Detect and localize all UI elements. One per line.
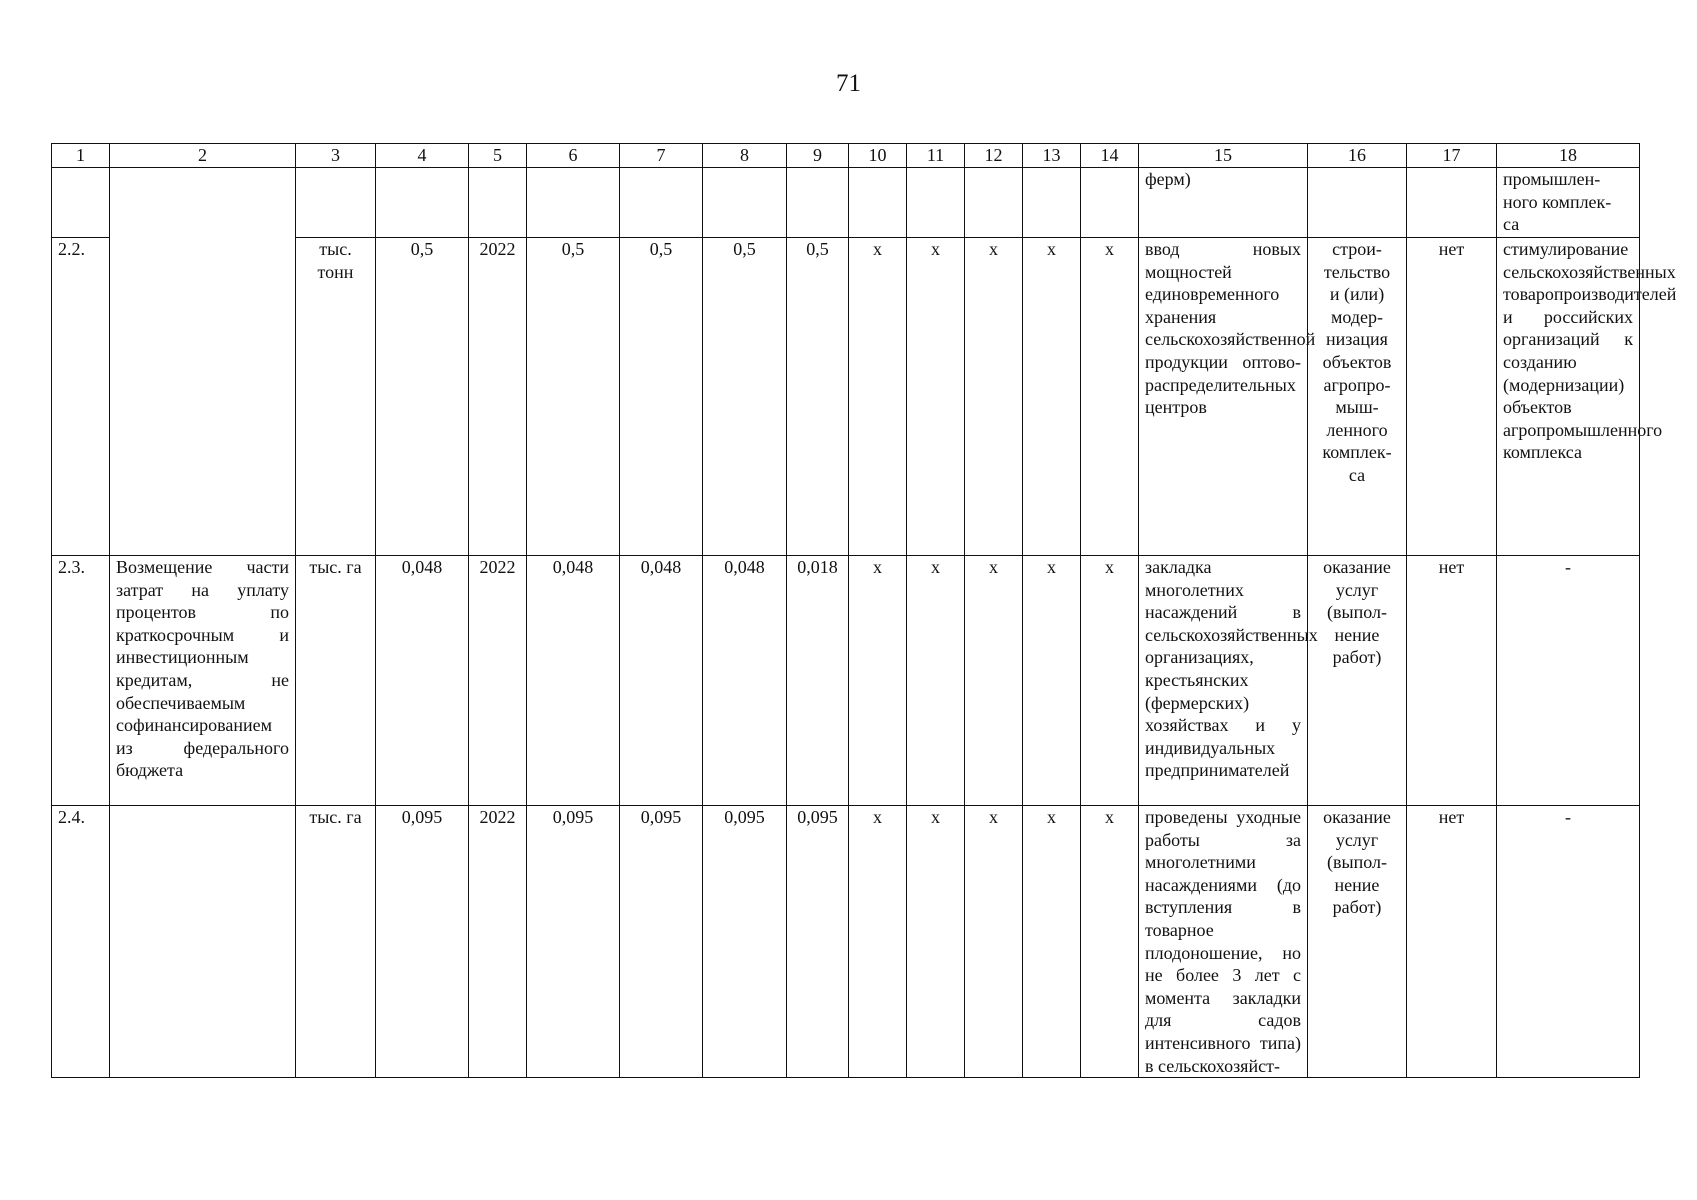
col-header-9: 9 [787,144,849,168]
data-table [51,143,1677,1078]
goal-cell: стимулирование сельскохозяйственных товаропроизводителей и российских организаций к созданию (модернизации) объектов агропромышленного комплекса [1497,238,1640,556]
row-number: 2.2. [52,238,110,556]
mark-cell: х [907,556,965,806]
mark-cell: х [965,556,1023,806]
mark-cell: х [1081,806,1139,1078]
unit-cell: тыс. тонн [296,238,376,556]
merged-cell-top [110,168,296,556]
col-header-18: 18 [1497,144,1640,168]
value-cell: 0,095 [620,806,703,1078]
col-header-3: 3 [296,144,376,168]
col-header-17: 17 [1407,144,1497,168]
description-cell: Возмещение части затрат на уплату процентов по краткосрочным и инвестиционным кредитам, не обеспечиваемым софинансированием из федерального бюджета [110,556,296,806]
row-number: 2.4. [52,806,110,1078]
table-row [52,806,1640,1078]
flag-cell: нет [1407,806,1497,1078]
type-cell: строи- тельство и (или) модер- низация объектов агропро- мыш- ленного комплек- са [1308,238,1407,556]
value-cell: 0,095 [376,806,469,1078]
value-cell: 0,095 [703,806,787,1078]
value-cell: 0,048 [703,556,787,806]
mark-cell: х [849,238,907,556]
year-cell: 2022 [469,238,527,556]
value-cell: 0,048 [620,556,703,806]
col-header-12: 12 [965,144,1023,168]
col-header-1: 1 [52,144,110,168]
continuation-row [52,168,1640,238]
value-cell: 0,018 [787,556,849,806]
col-header-4: 4 [376,144,469,168]
value-cell: 0,048 [527,556,620,806]
col-header-14: 14 [1081,144,1139,168]
mark-cell: х [1023,806,1081,1078]
column-number-row [52,144,1640,168]
result-cell: проведены уходные работы за многолетними насаждениями (до вступления в товарное плодоношение, но не более 3 лет с момента закладки для садов интенсивного типа) в сельскохозяйст- [1139,806,1308,1078]
col-header-6: 6 [527,144,620,168]
col-header-13: 13 [1023,144,1081,168]
mark-cell: х [1081,238,1139,556]
type-cell: оказание услуг (выпол- нение работ) [1308,556,1407,806]
cont-goal: промышлен- ного комплек- са [1497,168,1640,238]
flag-cell: нет [1407,238,1497,556]
col-header-10: 10 [849,144,907,168]
value-cell: 0,5 [527,238,620,556]
year-cell: 2022 [469,806,527,1078]
col-header-7: 7 [620,144,703,168]
merged-cell-bottom [110,806,296,1078]
col-header-15: 15 [1139,144,1308,168]
page-number: 71 [836,70,861,97]
col-header-5: 5 [469,144,527,168]
value-cell: 0,5 [787,238,849,556]
value-cell: 0,5 [620,238,703,556]
col-header-8: 8 [703,144,787,168]
type-cell: оказание услуг (выпол- нение работ) [1308,806,1407,1078]
col-header-16: 16 [1308,144,1407,168]
value-cell: 0,5 [376,238,469,556]
col-header-11: 11 [907,144,965,168]
col-header-2: 2 [110,144,296,168]
unit-cell: тыс. га [296,806,376,1078]
value-cell: 0,095 [527,806,620,1078]
mark-cell: х [965,238,1023,556]
year-cell: 2022 [469,556,527,806]
value-cell: 0,048 [376,556,469,806]
mark-cell: х [907,806,965,1078]
mark-cell: х [1023,238,1081,556]
mark-cell: х [849,556,907,806]
mark-cell: х [907,238,965,556]
value-cell: 0,5 [703,238,787,556]
table-row [52,556,1640,806]
row-number: 2.3. [52,556,110,806]
cont-result: ферм) [1139,168,1308,238]
result-cell: закладка многолетних насаждений в сельскохозяйственных организациях, крестьянских (фермерских) хозяйствах и у индивидуальных предпринимателей [1139,556,1308,806]
goal-cell: - [1497,806,1640,1078]
goal-cell: - [1497,556,1640,806]
result-cell: ввод новых мощностей единовременного хранения сельскохозяйственной продукции оптово-распределительных центров [1139,238,1308,556]
mark-cell: х [1023,556,1081,806]
value-cell: 0,095 [787,806,849,1078]
mark-cell: х [1081,556,1139,806]
unit-cell: тыс. га [296,556,376,806]
mark-cell: х [849,806,907,1078]
flag-cell: нет [1407,556,1497,806]
mark-cell: х [965,806,1023,1078]
